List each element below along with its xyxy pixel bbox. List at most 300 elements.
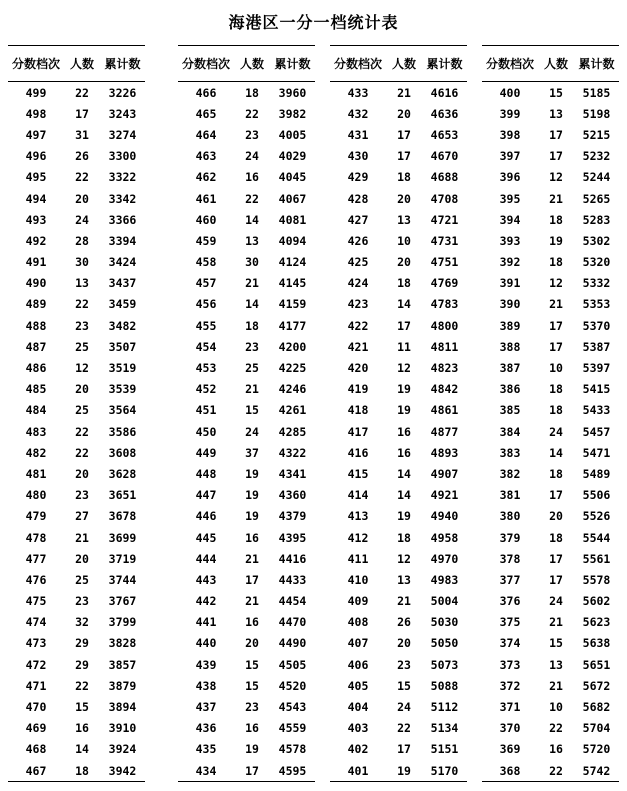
cumulative-cell: 4861	[430, 403, 459, 418]
table-row	[178, 167, 315, 188]
score-cell: 486	[25, 361, 47, 376]
cumulative-cell: 4811	[430, 339, 459, 354]
cumulative-cell: 4433	[278, 572, 307, 587]
table-row	[178, 252, 315, 273]
table-row	[8, 675, 145, 696]
score-cell: 371	[499, 700, 521, 715]
count-cell: 13	[75, 276, 89, 291]
score-cell: 491	[25, 255, 47, 270]
score-cell: 484	[25, 403, 47, 418]
cumulative-cell: 5651	[582, 657, 611, 672]
count-cell: 18	[397, 170, 411, 185]
cumulative-cell: 4285	[278, 424, 307, 439]
score-cell: 429	[347, 170, 369, 185]
count-cell: 16	[549, 742, 563, 757]
cumulative-cell: 5185	[582, 85, 611, 100]
table-row	[178, 718, 315, 739]
score-cell: 401	[330, 760, 386, 782]
cumulative-cell: 4261	[278, 403, 307, 418]
table-row	[178, 357, 315, 378]
count-cell: 12	[397, 361, 411, 376]
score-cell: 497	[25, 127, 47, 142]
count-cell: 20	[397, 191, 411, 206]
table-row	[330, 696, 467, 717]
score-cell: 441	[195, 615, 217, 630]
count-cell: 22	[245, 106, 259, 121]
table-row	[482, 675, 619, 696]
score-cell: 420	[347, 361, 369, 376]
cumulative-cell: 3519	[108, 361, 137, 376]
table-row	[330, 612, 467, 633]
table-row	[482, 294, 619, 315]
table-row	[482, 146, 619, 167]
count-cell: 22	[245, 191, 259, 206]
count-cell: 23	[245, 127, 259, 142]
table-row	[330, 273, 467, 294]
cumulative-cell: 5623	[582, 615, 611, 630]
score-cell: 468	[25, 742, 47, 757]
table-row	[482, 336, 619, 357]
cumulative-cell: 5704	[582, 721, 611, 736]
table-row	[482, 421, 619, 442]
count-cell: 17	[549, 551, 563, 566]
score-cell: 470	[25, 700, 47, 715]
table-row	[178, 379, 315, 400]
score-cell: 476	[25, 572, 47, 587]
table-row	[482, 463, 619, 484]
count-cell: 18	[549, 530, 563, 545]
count-cell: 21	[245, 594, 259, 609]
table-row	[330, 442, 467, 463]
count-cell: 17	[397, 149, 411, 164]
score-cell: 442	[195, 594, 217, 609]
score-cell: 495	[25, 170, 47, 185]
score-cell: 425	[347, 255, 369, 270]
table-row	[178, 146, 315, 167]
score-cell: 448	[195, 466, 217, 481]
cumulative-cell: 3459	[108, 297, 137, 312]
score-cell: 479	[25, 509, 47, 524]
count-cell: 25	[75, 339, 89, 354]
table-row	[178, 591, 315, 612]
cumulative-cell: 4341	[278, 466, 307, 481]
cumulative-cell: 3719	[108, 551, 137, 566]
cumulative-cell: 3394	[108, 233, 137, 248]
cumulative-cell: 4721	[430, 212, 459, 227]
table-row	[482, 442, 619, 463]
table-row	[330, 82, 467, 104]
cumulative-cell: 3799	[108, 615, 137, 630]
cumulative-cell: 4505	[278, 657, 307, 672]
cumulative-cell: 4823	[430, 361, 459, 376]
table-row	[178, 273, 315, 294]
count-cell: 22	[549, 721, 563, 736]
count-cell: 30	[75, 255, 89, 270]
cumulative-cell: 5471	[582, 445, 611, 460]
header-score-level: 分数档次	[178, 46, 234, 82]
table-row	[482, 760, 619, 782]
count-cell: 26	[75, 149, 89, 164]
table-row	[8, 569, 145, 590]
count-cell: 19	[397, 403, 411, 418]
count-cell: 15	[549, 85, 563, 100]
score-cell: 483	[25, 424, 47, 439]
count-cell: 22	[75, 170, 89, 185]
header-count: 人数	[234, 46, 270, 82]
count-cell: 16	[245, 615, 259, 630]
count-cell: 17	[234, 760, 270, 782]
cumulative-cell: 5134	[430, 721, 459, 736]
cumulative-cell: 5244	[582, 170, 611, 185]
score-cell: 407	[347, 636, 369, 651]
count-cell: 12	[397, 551, 411, 566]
table-row	[330, 103, 467, 124]
table-row	[8, 209, 145, 230]
cumulative-cell: 5544	[582, 530, 611, 545]
score-cell: 436	[195, 721, 217, 736]
table-row	[8, 146, 145, 167]
score-cell: 489	[25, 297, 47, 312]
table-row	[330, 718, 467, 739]
count-cell: 23	[75, 488, 89, 503]
header-cumulative: 累计数	[270, 46, 315, 82]
count-cell: 13	[397, 212, 411, 227]
score-cell: 445	[195, 530, 217, 545]
cumulative-cell: 4029	[278, 149, 307, 164]
count-cell: 21	[549, 615, 563, 630]
table-row	[330, 591, 467, 612]
count-cell: 24	[75, 212, 89, 227]
score-cell: 455	[195, 318, 217, 333]
count-cell: 21	[245, 276, 259, 291]
cumulative-cell: 4559	[278, 721, 307, 736]
count-cell: 28	[75, 233, 89, 248]
table-row	[8, 124, 145, 145]
table-row	[8, 612, 145, 633]
table-row	[8, 252, 145, 273]
cumulative-cell: 4322	[278, 445, 307, 460]
count-cell: 23	[75, 318, 89, 333]
table-row	[178, 506, 315, 527]
cumulative-cell: 3274	[108, 127, 137, 142]
table-row	[8, 739, 145, 760]
header-cumulative: 累计数	[422, 46, 467, 82]
count-cell: 16	[397, 445, 411, 460]
score-cell: 385	[499, 403, 521, 418]
score-cell: 443	[195, 572, 217, 587]
score-cell: 384	[499, 424, 521, 439]
table-row	[178, 696, 315, 717]
cumulative-cell: 5004	[430, 594, 459, 609]
cumulative-cell: 3608	[108, 445, 137, 460]
table-row	[330, 569, 467, 590]
table-row	[330, 252, 467, 273]
table-row	[482, 357, 619, 378]
score-cell: 402	[347, 742, 369, 757]
score-cell: 437	[195, 700, 217, 715]
table-row	[482, 82, 619, 104]
score-cell: 490	[25, 276, 47, 291]
count-cell: 19	[397, 509, 411, 524]
table-header-row	[8, 46, 145, 82]
cumulative-cell: 3342	[108, 191, 137, 206]
cumulative-cell: 4005	[278, 127, 307, 142]
score-cell: 386	[499, 382, 521, 397]
table-row	[8, 591, 145, 612]
table-row	[330, 209, 467, 230]
table-row	[178, 633, 315, 654]
table-row	[8, 506, 145, 527]
count-cell: 24	[549, 594, 563, 609]
cumulative-cell: 3857	[108, 657, 137, 672]
count-cell: 12	[549, 276, 563, 291]
score-cell: 487	[25, 339, 47, 354]
score-cell: 417	[347, 424, 369, 439]
header-count: 人数	[64, 46, 100, 82]
score-cell: 406	[347, 657, 369, 672]
table-header-row	[178, 46, 315, 82]
score-cell: 382	[499, 466, 521, 481]
score-cell: 463	[195, 149, 217, 164]
score-cell: 374	[499, 636, 521, 651]
cumulative-cell: 5151	[430, 742, 459, 757]
table-row	[330, 506, 467, 527]
count-cell: 14	[549, 445, 563, 460]
count-cell: 13	[549, 106, 563, 121]
count-cell: 15	[397, 678, 411, 693]
cumulative-cell: 4067	[278, 191, 307, 206]
count-cell: 21	[549, 678, 563, 693]
cumulative-cell: 3910	[108, 721, 137, 736]
table-row	[178, 315, 315, 336]
count-cell: 12	[549, 170, 563, 185]
count-cell: 16	[245, 170, 259, 185]
score-cell: 467	[8, 760, 64, 782]
cumulative-cell: 5073	[430, 657, 459, 672]
page-title: 海港区一分一档统计表	[228, 13, 399, 32]
count-cell: 20	[75, 191, 89, 206]
count-cell: 14	[397, 297, 411, 312]
score-cell: 454	[195, 339, 217, 354]
score-cell: 440	[195, 636, 217, 651]
table-row	[330, 167, 467, 188]
cumulative-cell: 4200	[278, 339, 307, 354]
cumulative-cell: 3366	[108, 212, 137, 227]
score-cell: 450	[195, 424, 217, 439]
cumulative-cell: 5353	[582, 297, 611, 312]
score-cell: 478	[25, 530, 47, 545]
cumulative-cell: 4454	[278, 594, 307, 609]
table-row	[8, 357, 145, 378]
score-cell: 428	[347, 191, 369, 206]
header-score-level: 分数档次	[8, 46, 64, 82]
cumulative-cell: 3539	[108, 382, 137, 397]
table-row	[330, 357, 467, 378]
cumulative-cell: 4490	[278, 636, 307, 651]
cumulative-cell: 4094	[278, 233, 307, 248]
table-row	[178, 400, 315, 421]
table-row	[330, 188, 467, 209]
count-cell: 17	[549, 127, 563, 142]
score-cell: 399	[499, 106, 521, 121]
count-cell: 18	[549, 212, 563, 227]
score-cell: 485	[25, 382, 47, 397]
score-cell: 415	[347, 466, 369, 481]
count-cell: 15	[75, 700, 89, 715]
score-cell: 381	[499, 488, 521, 503]
count-cell: 17	[549, 318, 563, 333]
count-cell: 24	[245, 424, 259, 439]
cumulative-cell: 4416	[278, 551, 307, 566]
score-cell: 424	[347, 276, 369, 291]
score-cell: 434	[178, 760, 234, 782]
score-cell: 438	[195, 678, 217, 693]
count-cell: 10	[397, 233, 411, 248]
header-count: 人数	[386, 46, 422, 82]
cumulative-cell: 4877	[430, 424, 459, 439]
table-row	[482, 124, 619, 145]
table-row	[482, 654, 619, 675]
count-cell: 14	[397, 466, 411, 481]
table-row	[8, 103, 145, 124]
cumulative-cell: 5170	[422, 760, 467, 782]
count-cell: 18	[64, 760, 100, 782]
cumulative-cell: 3424	[108, 255, 137, 270]
table-row	[8, 315, 145, 336]
cumulative-cell: 3564	[108, 403, 137, 418]
table-row	[8, 527, 145, 548]
count-cell: 20	[75, 551, 89, 566]
score-cell: 376	[499, 594, 521, 609]
count-cell: 14	[245, 212, 259, 227]
cumulative-cell: 5720	[582, 742, 611, 757]
cumulative-cell: 5320	[582, 255, 611, 270]
cumulative-cell: 4958	[430, 530, 459, 545]
score-cell: 398	[499, 127, 521, 142]
table-row	[8, 548, 145, 569]
score-cell: 427	[347, 212, 369, 227]
count-cell: 21	[397, 85, 411, 100]
count-cell: 23	[397, 657, 411, 672]
score-cell: 395	[499, 191, 521, 206]
score-cell: 498	[25, 106, 47, 121]
count-cell: 15	[245, 678, 259, 693]
table-row	[482, 527, 619, 548]
table-row	[330, 485, 467, 506]
table-row	[482, 633, 619, 654]
score-cell: 458	[195, 255, 217, 270]
table-row	[330, 336, 467, 357]
score-cell: 404	[347, 700, 369, 715]
cumulative-cell: 3322	[108, 170, 137, 185]
count-cell: 14	[75, 742, 89, 757]
cumulative-cell: 3300	[108, 149, 137, 164]
cumulative-cell: 3960	[278, 85, 307, 100]
cumulative-cell: 5457	[582, 424, 611, 439]
score-cell: 482	[25, 445, 47, 460]
cumulative-cell: 5433	[582, 403, 611, 418]
table-row	[482, 315, 619, 336]
table-row	[482, 252, 619, 273]
cumulative-cell: 4970	[430, 551, 459, 566]
table-row	[330, 146, 467, 167]
table-row	[178, 336, 315, 357]
table-row	[330, 124, 467, 145]
count-cell: 22	[75, 424, 89, 439]
score-cell: 473	[25, 636, 47, 651]
cumulative-cell: 4670	[430, 149, 459, 164]
table-row	[8, 82, 145, 104]
table-row	[178, 612, 315, 633]
count-cell: 10	[549, 700, 563, 715]
cumulative-cell: 5088	[430, 678, 459, 693]
score-cell: 460	[195, 212, 217, 227]
table-row	[330, 654, 467, 675]
table-row	[178, 569, 315, 590]
count-cell: 29	[75, 636, 89, 651]
table-row	[8, 442, 145, 463]
count-cell: 24	[549, 424, 563, 439]
count-cell: 21	[549, 297, 563, 312]
score-cell: 372	[499, 678, 521, 693]
count-cell: 19	[549, 233, 563, 248]
score-cell: 477	[25, 551, 47, 566]
score-cell: 394	[499, 212, 521, 227]
cumulative-cell: 4081	[278, 212, 307, 227]
count-cell: 31	[75, 127, 89, 142]
cumulative-cell: 3828	[108, 636, 137, 651]
cumulative-cell: 5030	[430, 615, 459, 630]
count-cell: 20	[75, 466, 89, 481]
header-cumulative: 累计数	[574, 46, 619, 82]
score-cell: 430	[347, 149, 369, 164]
score-cell: 373	[499, 657, 521, 672]
cumulative-cell: 3699	[108, 530, 137, 545]
cumulative-cell: 3982	[278, 106, 307, 121]
count-cell: 21	[75, 530, 89, 545]
score-cell: 496	[25, 149, 47, 164]
count-cell: 18	[549, 382, 563, 397]
cumulative-cell: 5370	[582, 318, 611, 333]
cumulative-cell: 5283	[582, 212, 611, 227]
count-cell: 20	[397, 636, 411, 651]
count-cell: 17	[549, 572, 563, 587]
cumulative-cell: 4246	[278, 382, 307, 397]
table-row	[8, 400, 145, 421]
score-cell: 435	[195, 742, 217, 757]
table-row	[8, 294, 145, 315]
header-cumulative: 累计数	[100, 46, 145, 82]
score-cell: 411	[347, 551, 369, 566]
count-cell: 18	[397, 276, 411, 291]
count-cell: 14	[245, 297, 259, 312]
table-row	[330, 675, 467, 696]
score-cell: 453	[195, 361, 217, 376]
table-row	[8, 230, 145, 251]
count-cell: 20	[245, 636, 259, 651]
table-row	[8, 760, 145, 782]
cumulative-cell: 5265	[582, 191, 611, 206]
score-cell: 405	[347, 678, 369, 693]
score-cell: 396	[499, 170, 521, 185]
cumulative-cell: 5332	[582, 276, 611, 291]
count-cell: 20	[75, 382, 89, 397]
score-table-2	[178, 45, 315, 782]
score-table-1	[8, 45, 145, 782]
table-row	[178, 739, 315, 760]
table-row	[482, 569, 619, 590]
table-row	[8, 485, 145, 506]
